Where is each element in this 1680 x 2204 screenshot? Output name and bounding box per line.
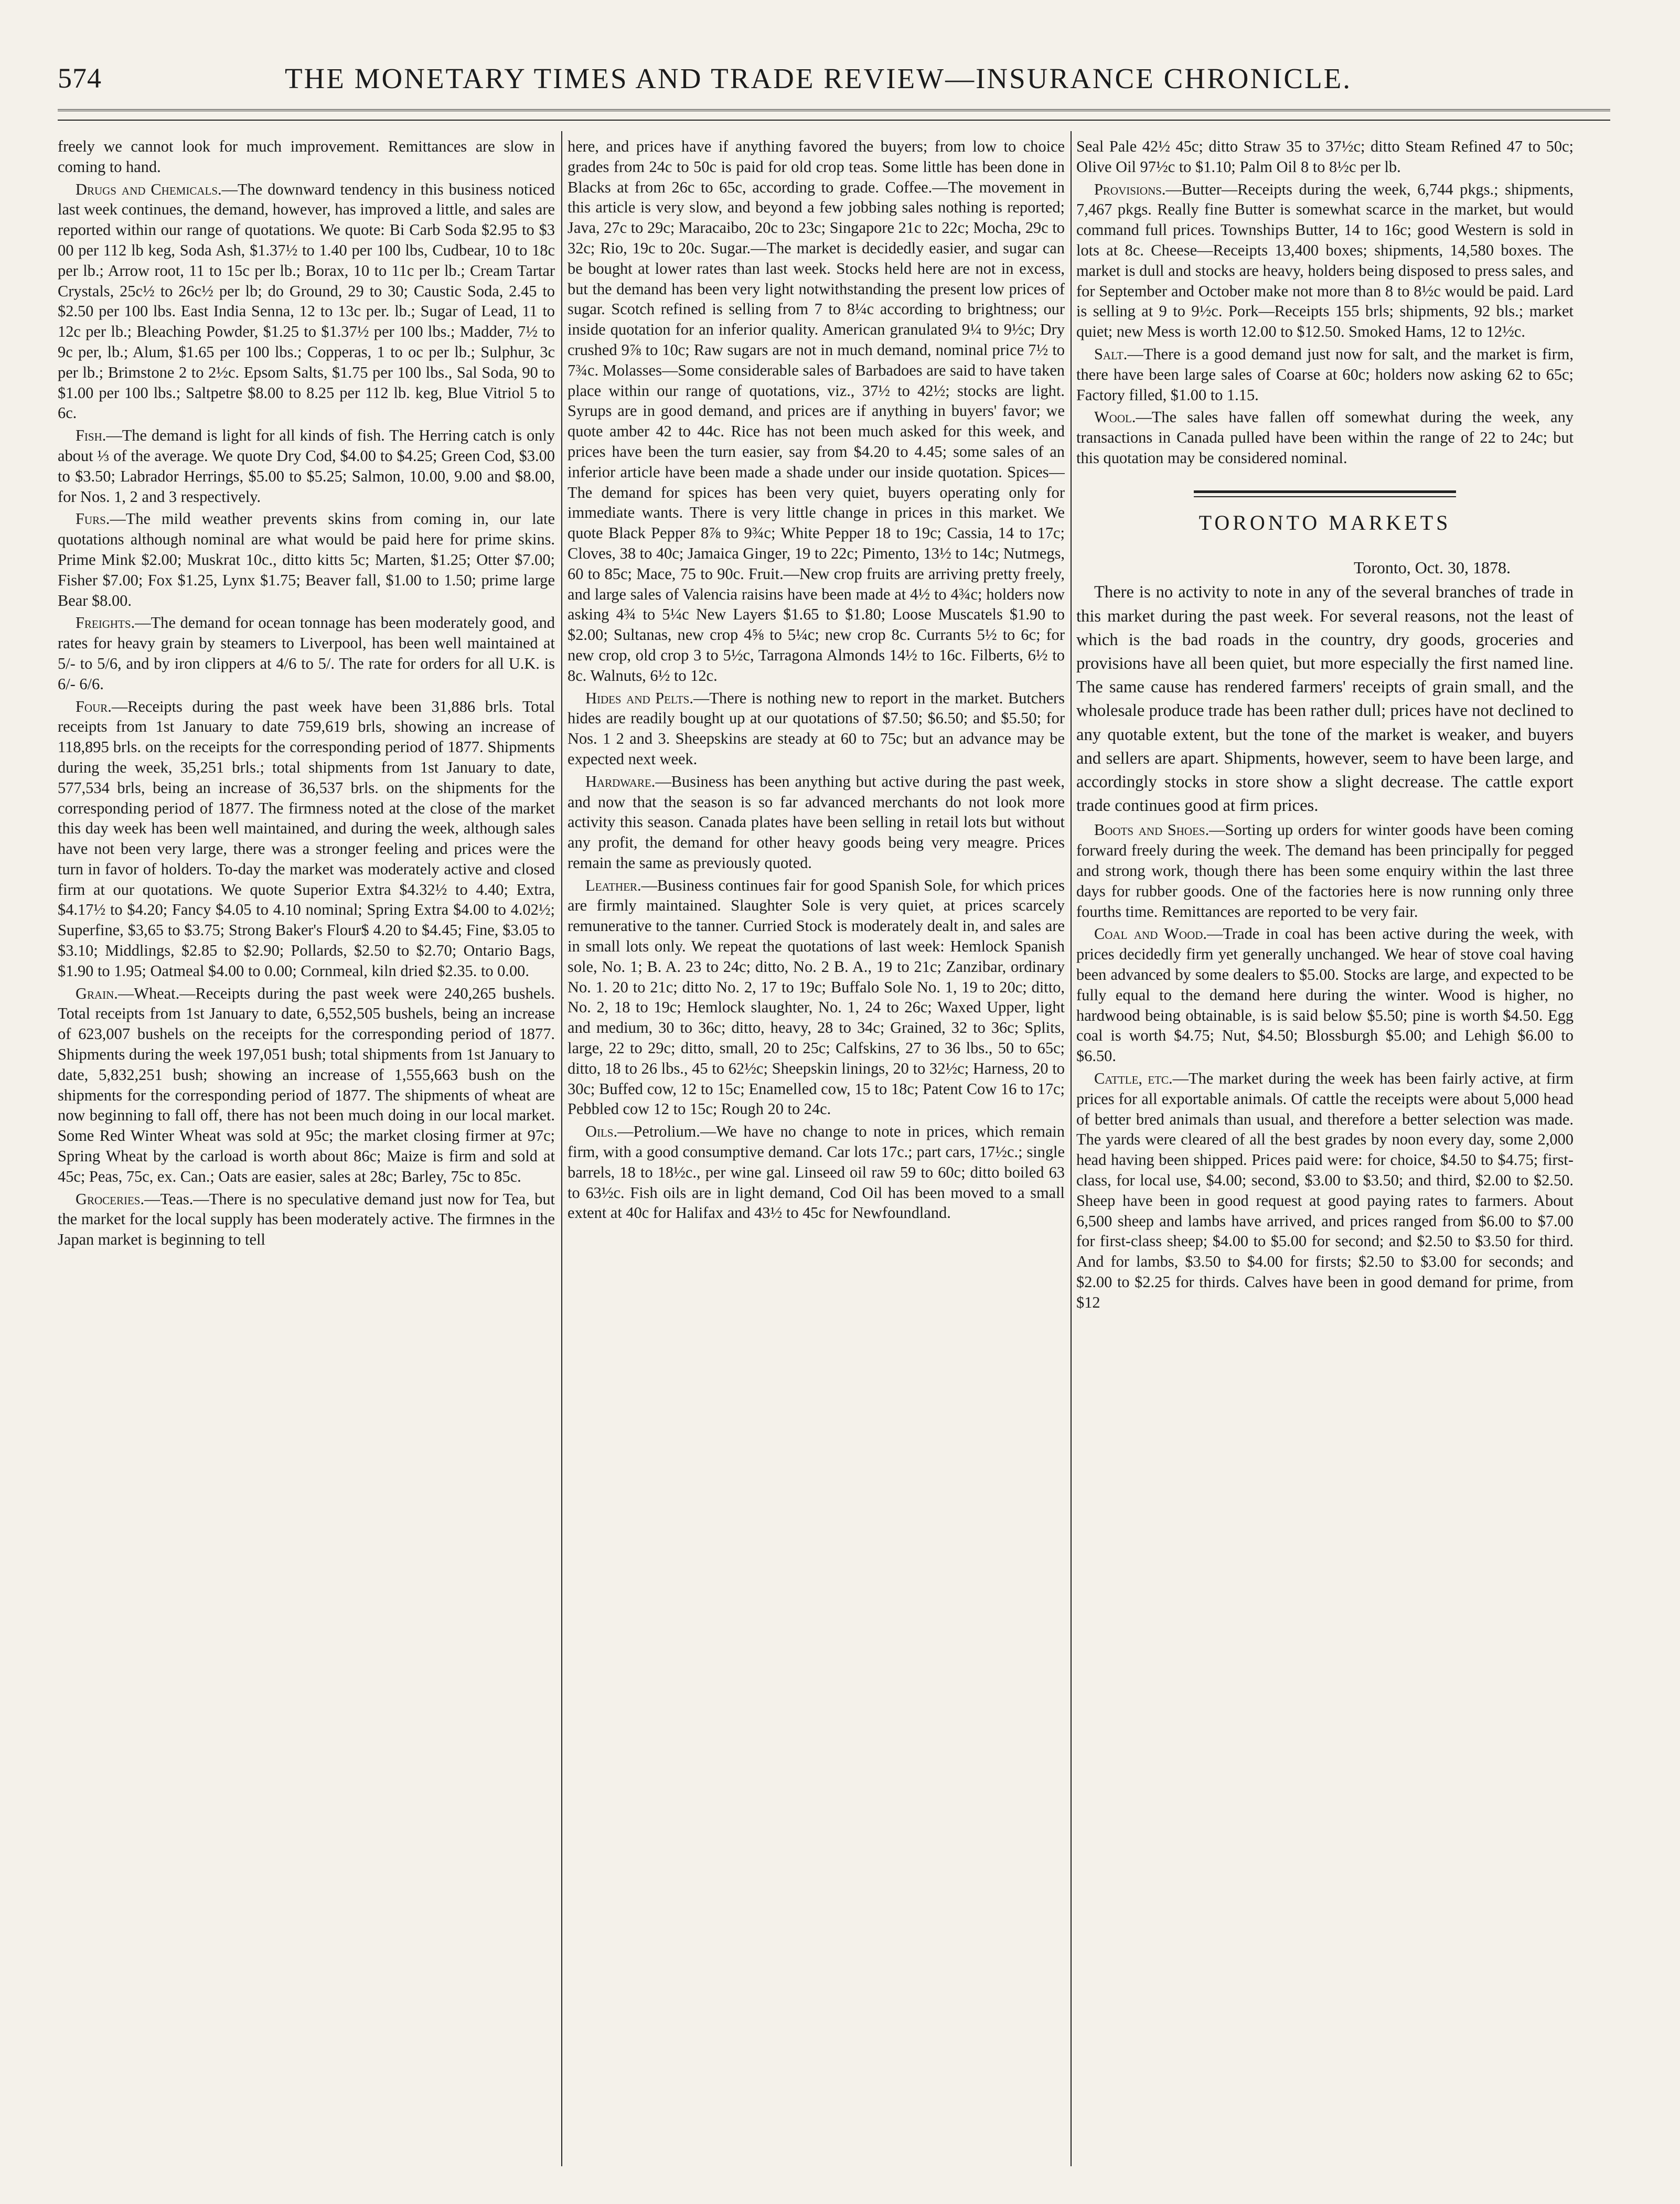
section-divider: [1194, 490, 1456, 497]
paragraph-groceries: [58, 1189, 555, 1250]
column-rule: [1071, 131, 1072, 2166]
column-rule: [561, 131, 562, 2166]
paragraph-text: —Business has been anything but active during the past week, and now that the season is so far advanced merchants do not look more activity this season. Canada plates have been selling in retail lots but without any profit, the demand for other heavy goods being very meagre. Prices remain the same as previously quoted.: [568, 772, 1065, 872]
paragraph-leather: [568, 875, 1065, 1120]
column-1: [58, 136, 555, 2171]
header-rule: [58, 109, 1610, 121]
paragraph-fish: [58, 425, 555, 507]
paragraph-text: —The downward tendency in this business noticed last week continues, the demand, however, has improved a little, and sales are reported within our range of quotations. We quote: Bi Carb Soda $2.95 to $3 00 per 112 lb keg, Soda Ash, $1.37½ to 1.40 per 100 lbs, Cudbear, 10 to 18c per lb.; Arrow root, 11 to 15c per lb.; Borax, 10 to 11c per lb.; Cream Tartar Crystals, 25c½ to 26c½ per lb; do Ground, 29 to 30; Caustic Soda, 2.45 to $2.50 per 100 lbs. East India Senna, 12 to 13c per. lb.; Sugar of Lead, 11 to 12c per lb.; Bleaching Powder, $1.25 to $1.37½ per 100 lbs.; Madder, 7½ to 9c per, lb.; Alum, $1.65 per 100 lbs.; Copperas, 1 to oc per lb.; Sulphur, 3c per lb.; Brimstone 2 to 2½c. Epsom Salts, $1.75 per 100 lbs., Sal Soda, 90 to $1.00 per 100 lbs.; Saltpetre $8.00 to 8.25 per 112 lb. keg, Blue Vitriol 5 to 6c.: [58, 180, 555, 422]
paragraph-text: —Trade in coal has been active during the week, with prices decidedly firm yet generally unchanged. We hear of stove coal having been advanced by some dealers to $5.00. Stocks are large, and expected to be fully equal to the demand here during the winter. Wood is higher, no hardwood being obtainable, is is said below $5.50; pine is worth $4.50. Egg coal is worth $4.75; Nut, $4.50; Blossburgh $5.00; and Lehigh $6.00 to $6.50.: [1076, 925, 1574, 1065]
paragraph-freights: [58, 613, 555, 694]
paragraph-text: —Petrolium.—We have no change to note in prices, which remain firm, with a good consumptive demand. Car lots 17c.; part cars, 17½c.; single barrels, 18 to 18½c., per wine gal. Linseed oil raw 59 to 60c; ditto boiled 63 to 63½c. Fish oils are in light demand, Cod Oil has been moved to a small extent at 40c for Halifax and 43½ to 45c for Newfoundland.: [568, 1122, 1065, 1222]
paragraph-flour: [58, 697, 555, 981]
paragraph-hides-pelts: [568, 688, 1065, 769]
section-heading: Drugs and Chemicals.: [76, 180, 222, 198]
section-heading: Hides and Pelts.: [585, 689, 693, 707]
paragraph-text: —The demand for ocean tonnage has been moderately good, and rates for heavy grain by steamers to Liverpool, has been well maintained at 5/- to 5/6, and by iron clippers at 4/6 to 5/. The rate for orders for all U.K. is 6/- 6/6.: [58, 614, 555, 693]
paragraph-text: —The market during the week has been fairly active, at firm prices for all exportable animals. Of cattle the receipts were about 5,000 head of better bred animals than usual, and therefore a better selection was made. The yards were cleared of all the best grades by noon every day, some 2,000 head having been shipped. Prices paid were: for choice, $4.50 to $4.75; first-class, for local use, $4.00; second, $3.00 to $3.50; and third, $2.00 to $2.50. Sheep have been in good request at good paying rates to farmers. About 6,500 sheep and lambs have arrived, and prices ranged from $6.00 to $7.00 for first-class sheep; $4.00 to $5.00 for second; and $2.50 to $3.50 for third. And for lambs, $3.50 to $4.00 for firsts; $2.50 to $3.00 for seconds; and $2.00 to $2.25 for thirds. Calves have been in good demand for prime, from $12: [1076, 1069, 1574, 1311]
paragraph-salt: [1076, 344, 1574, 405]
section-heading: Hardware.: [585, 772, 656, 790]
paragraph-oils: [568, 1121, 1065, 1223]
paragraph-cattle: [1076, 1068, 1574, 1313]
section-heading: Leather.: [585, 876, 641, 894]
section-heading: Boots and Shoes.: [1094, 821, 1210, 839]
paragraph-text: —The mild weather prevents skins from coming in, our late quotations although nominal are what would be paid here for prime skins. Prime Mink $2.00; Muskrat 10c., ditto kitts 5c; Marten, $1.25; Otter $7.00; Fisher $7.00; Fox $1.25, Lynx $1.75; Beaver fall, $1.00 to 1.50; prime large Bear $8.00.: [58, 510, 555, 609]
section-heading: Groceries.: [76, 1190, 145, 1208]
paragraph-text: —Sorting up orders for winter goods have been coming forward freely during the week. The demand has been principally for pegged and strong work, though there has been some enquiry within the last three days for rubber goods. One of the factories here is now running only three fourths time. Remittances are reported to be very fair.: [1076, 821, 1574, 921]
paragraph-hardware: [568, 772, 1065, 873]
paragraph-text: —Receipts during the past week have been 31,886 brls. Total receipts from 1st January to date 759,619 brls, showing an increase of 118,895 brls. on the receipts for the corresponding period of 1877. Shipments during the week, 35,251 brls.; total shipments from 1st January to date, 577,534 brls, being an increase of 36,537 brls. on the shipments for the corresponding period of 1877. The firmness noted at the close of the market this day week has been well maintained, and during the week, although sales have not been very large, there was a stronger feeling and prices were the turn in favor of holders. To-day the market was moderately active and closed firm at our quotations. We quote Superior Extra $4.32½ to 4.40; Extra, $4.17½ to $4.20; Fancy $4.05 to 4.10 nominal; Spring Extra $4.00 to 4.02½; Superfine, $3,65 to $3.75; Strong Baker's Flour$ 4.20 to $4.45; Fine, $3.05 to $3.10; Middlings, $2.85 to $2.90; Pollards, $2.50 to $2.70; Ontario Bags, $1.90 to 1.95; Oatmeal $4.00 to 0.00; Cornmeal, kiln dried $2.35. to 0.00.: [58, 697, 555, 980]
paragraph-text: —There is nothing new to report in the market. Butchers hides are readily bought up at our quotations of $7.50; $6.50; and $5.50; for Nos. 1 2 and 3. Sheepskins are steady at 60 to 75c; but an advance may be expected next week.: [568, 689, 1065, 768]
paragraph-groceries-cont: here, and prices have if anything favored the buyers; from low to choice grades from 24c to 50c is paid for old crop teas. Some little has been done in Blacks at from 26c to 65c, according to grade. Coffee.—The movement in this article is very slow, and beyond a few jobbing sales nothing is reported; Java, 27c to 29c; Maracaibo, 20c to 23c; Singapore 21c to 22c; Mocha, 29c to 32c; Rio, 19c to 20c. Sugar.—The market is decidedly easier, and sugar can be bought at lower rates than last week. Stocks held here are not in excess, but the demand has been very light notwithstanding the present low prices of sugar. Scotch refined is selling from 7 to 8¼c according to brightness; our inside quotation for an inferior quality. American granulated 9¼ to 9½c; Dry crushed 9⅞ to 10c; Raw sugars are not in much demand, nominal price 7½ to 7¾c. Molasses—Some considerable sales of Barbadoes are said to have taken place within our range of quotations, viz., 37½ to 42½; stocks are light. Syrups are in good demand, and prices are if anything in buyers' favor; we quote amber 42 to 44c. Rice has not been much asked for this week, and prices have been the turn easier, say from $4.20 to 4.45; some sales of an inferior article have been made a shade under our inside quotation. Spices—The demand for spices has been very quiet, buyers operating only for immediate wants. There is very little change in prices in this market. We quote Black Pepper 8⅞ to 9¾c; White Pepper 18 to 19c; Cassia, 14 to 17c; Cloves, 38 to 40c; Jamaica Ginger, 19 to 22c; Pimento, 13½ to 14c; Nutmegs, 60 to 85c; Mace, 75 to 90c. Fruit.—New crop fruits are arriving pretty freely, and large sales of Valencia raisins have been made at 4½ to 4¾c; holders now asking 4¾ to 5¼c New Layers $1.65 to $1.80; Loose Muscatels $1.90 to $2.00; Sultanas, new crop 4⅝ to 5¼c; new crop 8c. Currants 5½ to 6c; for new crop, old crop 3 to 5½c, Tarragona Almonds 14½ to 16c. Filberts, 6½ to 8c. Walnuts, 6½ to 12c.: [568, 137, 1065, 684]
page-number: 574: [58, 62, 102, 94]
paragraph-text: —The demand is light for all kinds of fish. The Herring catch is only about ⅓ of the average. We quote Dry Cod, $4.00 to $4.25; Green Cod, $3.00 to $3.50; Labrador Herrings, $5.00 to $5.25; Salmon, 10.00, 9.00 and $8.00, for Nos. 1, 2 and 3 respectively.: [58, 426, 555, 506]
paragraph-grain: [58, 983, 555, 1187]
section-heading: Wool.: [1094, 408, 1136, 426]
section-heading: Salt.: [1094, 345, 1128, 363]
section-heading: Oils.: [585, 1122, 618, 1141]
masthead-title: THE MONETARY TIMES AND TRADE REVIEW—INSURANCE CHRONICLE.: [284, 62, 1352, 94]
paragraph-text: —The sales have fallen off somewhat during the week, any transactions in Canada pulled have been within the range of 22 to 24c; but this quotation may be considered nominal.: [1076, 408, 1574, 467]
dateline: Toronto, Oct. 30, 1878.: [1353, 558, 1511, 577]
paragraph-text: —Business continues fair for good Spanish Sole, for which prices are firmly maintained. Slaughter Sole is very quiet, at prices scarcely remunerative to the tanner. Curried Stock is moderately dealt in, and sales are in small lots only. We repeat the quotations of last week: Hemlock Spanish sole, No. 1; B. A. 23 to 24c; ditto, No. 2 B. A., 19 to 21c; Zanzibar, ordinary No. 1. 20 to 21c; ditto No. 2, 17 to 19c; Buffalo Sole No. 1, 19 to 20c; ditto, No. 2, 18 to 19c; Hemlock slaughter, No. 1, 24 to 26c; Waxed Upper, light and medium, 30 to 36c; ditto, heavy, 28 to 34c; Grained, 32 to 36c; Splits, large, 22 to 29c; ditto, small, 20 to 25c; Calfskins, 27 to 36 lbs., 50 to 65c; ditto, 18 to 26 lbs., 45 to 62½c; Sheepskin linings, 20 to 32½c; Harness, 20 to 30c; Buffed cow, 12 to 15c; Enamelled cow, 15 to 18c; Patent Cow 16 to 17c; Pebbled cow 12 to 15c; Rough 20 to 24c.: [568, 876, 1065, 1118]
section-heading: Provisions.: [1094, 180, 1166, 198]
paragraph-text: —Teas.—There is no speculative demand just now for Tea, but the market for the local supply has been moderately active. The firmnes in the Japan market is beginning to tell: [58, 1190, 555, 1249]
paragraph-text: —Wheat.—Receipts during the past week were 240,265 bushels. Total receipts from 1st January to date, 6,552,505 bushels, being an increase of 623,007 bushels on the receipts for the corresponding period of 1877. Shipments during the week 197,051 bush; total shipments from 1st January to date, 5,832,251 bush; showing an increase of 1,555,663 bush on the shipments for the corresponding period of 1877. The shipments of wheat are now beginning to fall off, there has not been much doing in our local market. Some Red Winter Wheat was sold at 95c; the market closing firmer at 97c; Spring Wheat by the carload is worth about 86c; Maize is firm and sold at 45c; Peas, 75c, ex. Can.; Oats are easier, sales at 28c; Barley, 75c to 85c.: [58, 984, 555, 1185]
paragraph-oils-cont: Seal Pale 42½ 45c; ditto Straw 35 to 37½c; ditto Steam Refined 47 to 50c; Olive Oil 97½c to $1.10; Palm Oil 8 to 8½c per lb.: [1076, 137, 1574, 176]
paragraph-text: —There is a good demand just now for salt, and the market is firm, there have been large sales of Coarse at 60c; holders now asking 62 to 65c; Factory filled, $1.00 to 1.15.: [1076, 345, 1574, 404]
section-heading: Fish.: [76, 426, 106, 445]
paragraph-text: —Butter—Receipts during the week, 6,744 pkgs.; shipments, 7,467 pkgs. Really fine Butter is somewhat scarce in the market, but would command full prices. Townships Butter, 14 to 16c; good Western is sold in lots at 8c. Cheese—Receipts 13,400 boxes; shipments, 14,580 boxes. The market is dull and stocks are heavy, holders being disposed to press sales, and for September and October make not more than 8 to 8½c would be paid. Lard is selling at 9 to 9½c. Pork—Receipts 155 brls; shipments, 92 bls.; market quiet; new Mess is worth 12.00 to $12.50. Smoked Hams, 12 to 12½c.: [1076, 180, 1574, 341]
paragraph-boots-shoes: [1076, 820, 1574, 922]
section-heading: Freights.: [76, 614, 135, 632]
section-heading: Coal and Wood.: [1094, 925, 1207, 943]
section-heading: Grain.: [76, 984, 118, 1002]
paragraph-wool: [1076, 407, 1574, 468]
column-3: [1076, 136, 1574, 2171]
column-2: [568, 136, 1065, 2171]
paragraph-toronto-intro: There is no activity to note in any of the several branches of trade in this market during the past week. For several reasons, not the least of which is the bad roads in the country, dry goods, groceries and provisions have all been quiet, but more especially the first named line. The same cause has rendered farmers' receipts of grain small, and the wholesale produce trade has been rather dull; prices have not declined to any quotable extent, but the tone of the market is weaker, and buyers and sellers are apart. Shipments, however, seem to have been large, and accordingly stocks in store show a slight decrease. The cattle export trade continues good at firm prices.: [1076, 583, 1574, 816]
paragraph-drugs-chemicals: [58, 179, 555, 424]
paragraph-furs: [58, 509, 555, 611]
paragraph-provisions: [1076, 179, 1574, 342]
section-heading: Cattle, etc.: [1094, 1069, 1173, 1087]
section-title: TORONTO MARKETS: [1199, 510, 1451, 534]
paragraph: freely we cannot look for much improvement. Remittances are slow in coming to hand.: [58, 137, 555, 176]
section-heading: Furs.: [76, 510, 110, 528]
section-heading: Four.: [76, 697, 112, 715]
paragraph-coal-wood: [1076, 924, 1574, 1066]
